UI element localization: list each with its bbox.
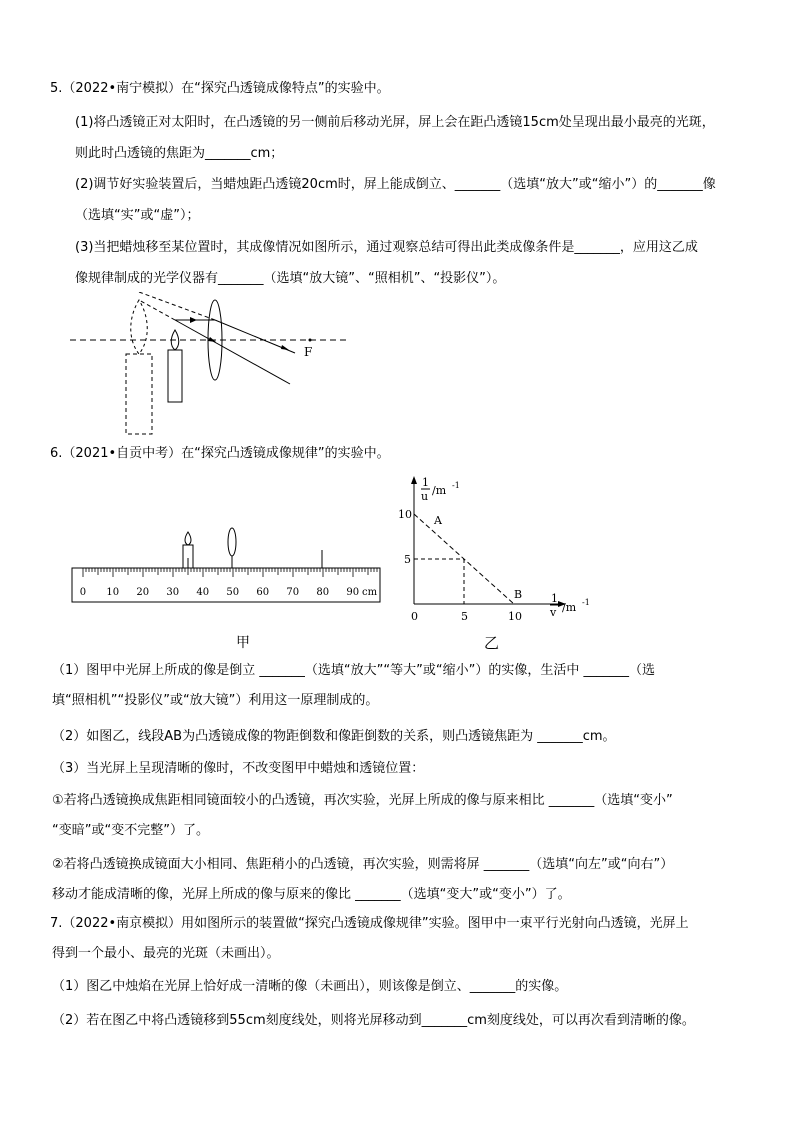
ruler-label: 70 xyxy=(286,587,300,598)
ruler-label: 10 xyxy=(106,587,120,598)
q7-part1: （1）图乙中烛焰在光屏上恰好成一清晰的像（未画出），则该像是倒立、_______的实像。 xyxy=(52,979,568,994)
q5-part3-line2: 像规律制成的光学仪器有_______（选填“放大镜”、“照相机”、“投影仪”）。 xyxy=(75,271,506,286)
x-axis-unit: /m xyxy=(562,601,577,614)
q6-reciprocal-graph xyxy=(392,472,602,652)
x-tick-5: 5 xyxy=(461,610,468,623)
x-axis-denominator: v xyxy=(550,606,557,619)
q7-heading-line1: 7.（2022•南京模拟）用如图所示的装置做“探究凸透镜成像规律”实验。图甲中一束平行光射向凸透镜，光屏上 xyxy=(50,916,689,931)
point-A-label: A xyxy=(434,514,442,527)
q5-part2-line1: (2)调节好实验装置后，当蜡烛距凸透镜20cm时，屏上能成倒立、_______（选填“放大”或“缩小”）的_______像 xyxy=(75,177,716,192)
ruler-label: 50 xyxy=(226,587,240,598)
q5-lens-diagram xyxy=(60,292,360,442)
ruler-unit: cm xyxy=(362,587,378,598)
q6-part3-2-line2: 移动才能成清晰的像，光屏上所成的像与原来的像比 _______（选填“变大”或“变小”）了。 xyxy=(52,887,571,902)
q5-part1-line2: 则此时凸透镜的焦距为_______cm； xyxy=(75,146,284,161)
ruler-label: 40 xyxy=(196,587,210,598)
ruler-label: 0 xyxy=(79,587,87,598)
q6-part2: （2）如图乙，线段AB为凸透镜成像的物距倒数和像距倒数的关系，则凸透镜焦距为 _______cm。 xyxy=(52,729,616,744)
q5-part1-line1: (1)将凸透镜正对太阳时，在凸透镜的另一侧前后移动光屏，屏上会在距凸透镜15cm处呈现出最小最亮的光斑， xyxy=(75,115,715,130)
x-axis-numerator: 1 xyxy=(551,592,558,605)
q6-part3-1-line2: “变暗”或“变不完整”）了。 xyxy=(52,823,209,838)
convex-lens xyxy=(228,528,236,556)
y-axis-numerator: 1 xyxy=(422,476,429,489)
virtual-candle xyxy=(126,354,152,434)
ruler-label: 60 xyxy=(256,587,270,598)
ruler-ticks xyxy=(83,568,377,577)
q6-part3-2-line1: ②若将凸透镜换成镜面大小相同、焦距稍小的凸透镜，再次实验，则需将屏 _______（选填“向左”或“向右”） xyxy=(52,857,674,872)
candle xyxy=(168,350,182,402)
x-tick-0: 0 xyxy=(411,610,418,623)
y-tick-5: 5 xyxy=(404,553,411,566)
y-axis-denominator: u xyxy=(421,490,429,503)
y-axis-unit: /m xyxy=(432,484,447,497)
focal-point-label: F xyxy=(304,345,313,359)
q7-part2: （2）若在图乙中将凸透镜移到55cm刻度线处，则将光屏移动到_______cm刻度线处，可以再次看到清晰的像。 xyxy=(52,1013,695,1028)
q5-heading: 5.（2022•南宁模拟）在“探究凸透镜成像特点”的实验中。 xyxy=(50,81,390,96)
y-axis-unit-exponent: -1 xyxy=(452,481,460,490)
q5-part2-line2: （选填“实”或“虚”）； xyxy=(75,208,200,223)
y-tick-10: 10 xyxy=(398,508,412,521)
ruler-label: 90 xyxy=(346,587,360,598)
q6-part1-line1: （1）图甲中光屏上所成的像是倒立 _______（选填“放大”“等大”或“缩小”）的实像，生活中 _______（选 xyxy=(52,663,655,678)
figure-label-jia: 甲 xyxy=(236,635,250,651)
ruler-label: 80 xyxy=(316,587,330,598)
q6-part3-1-line1: ①若将凸透镜换成焦距相同镜面较小的凸透镜，再次实验，光屏上所成的像与原来相比 _______（选填“变小” xyxy=(52,793,673,808)
x-axis-unit-exponent: -1 xyxy=(582,598,590,607)
q7-heading-line2: 得到一个最小、最亮的光斑（未画出）。 xyxy=(52,946,280,961)
point-B-label: B xyxy=(514,588,523,601)
q6-heading: 6.（2021•自贡中考）在“探究凸透镜成像规律”的实验中。 xyxy=(50,446,390,461)
q5-part3-line1: (3)当把蜡烛移至某位置时，其成像情况如图所示，通过观察总结可得出此类成像条件是_______，应用这乙成 xyxy=(75,240,698,255)
ruler-label: 30 xyxy=(166,587,180,598)
q6-optical-bench-figure xyxy=(70,520,390,660)
ruler-label: 20 xyxy=(136,587,150,598)
virtual-flame xyxy=(131,300,148,354)
x-tick-10: 10 xyxy=(508,610,522,623)
candle-flame xyxy=(185,532,191,545)
q6-part3: （3）当光屏上呈现清晰的像时，不改变图甲中蜡烛和透镜位置： xyxy=(52,761,425,776)
ruler-labels xyxy=(80,587,378,598)
q6-part1-line2: 填“照相机”“投影仪”或“放大镜”）利用这一原理制成的。 xyxy=(52,693,379,708)
figure-label-yi: 乙 xyxy=(484,634,500,652)
